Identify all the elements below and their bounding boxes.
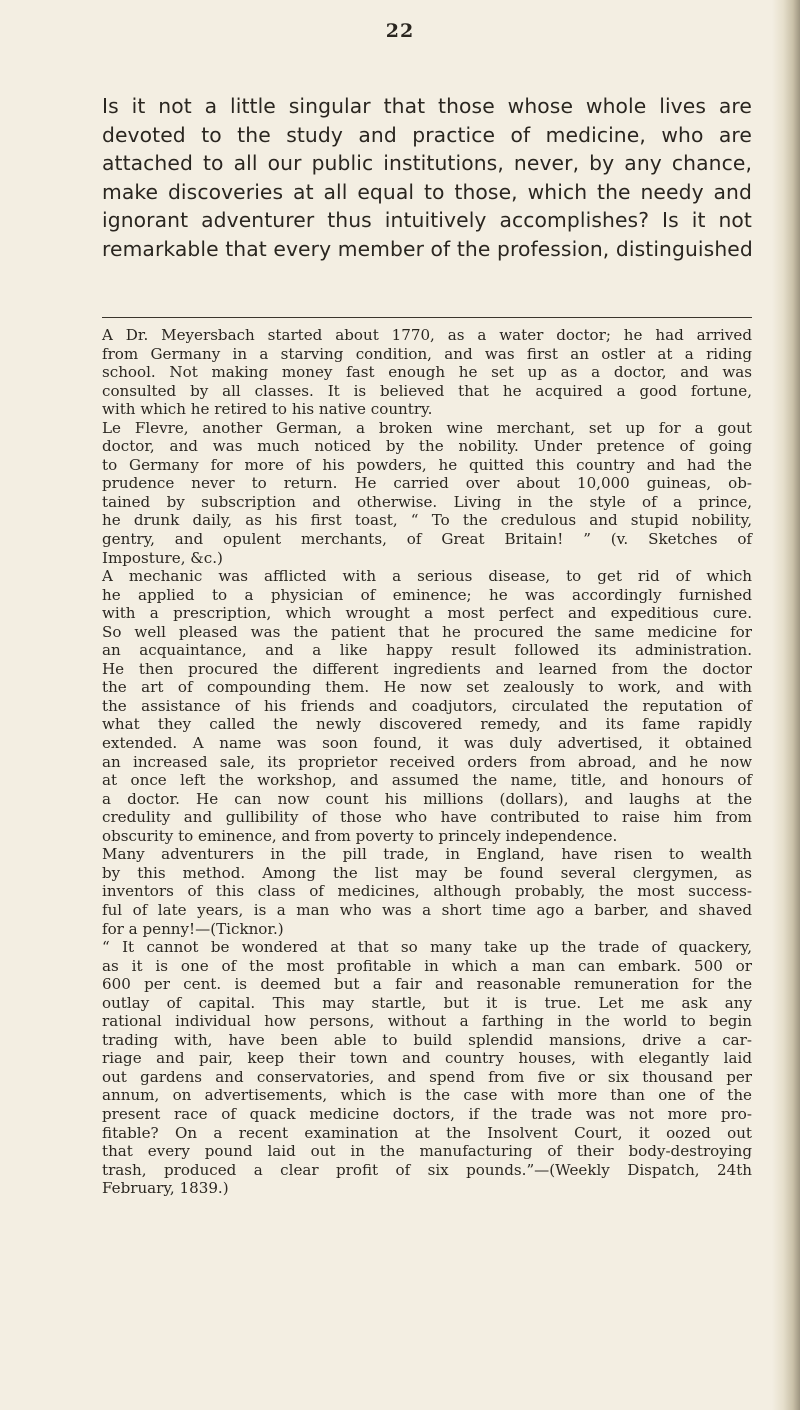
footnote-line: tained by subscription and otherwise. Living in the style of a prince, [102,492,752,511]
footnote-line: trading with, have been able to build splendid mansions, drive a car- [102,1030,752,1049]
footnote-line: rational individual how persons, without a farthing in the world to begin [102,1012,752,1031]
footnote-divider [102,317,752,318]
footnote-line: gentry, and opulent merchants, of Great Britain! ” (v. Sketches of [102,530,752,549]
body-line: Is it not a little singular that those whose whole lives are [102,94,752,118]
body-line: attached to all our public institutions, never, by any chance, [102,151,752,175]
footnote-line: doctor, and was much noticed by the nobility. Under pretence of going [102,437,752,456]
footnote-line: A mechanic was afflicted with a serious disease, to get rid of which [102,567,752,586]
footnote-line: school. Not making money fast enough he set up as a doctor, and was [102,363,752,382]
footnote-line: present race of quack medicine doctors, if the trade was not more pro- [102,1104,752,1123]
body-line: devoted to the study and practice of medicine, who are [102,122,752,147]
footnote-line: credulity and gullibility of those who have contributed to raise him from [102,808,752,827]
footnote-line: Imposture, &c.) [102,548,223,567]
footnote-line: riage and pair, keep their town and country houses, with elegantly laid [102,1049,752,1068]
footnote-line: at once left the workshop, and assumed the name, title, and honours of [102,771,752,790]
footnote-line: February, 1839.) [102,1179,229,1198]
footnote-line: Le Flevre, another German, a broken wine merchant, set up for a gout [102,418,752,437]
footnote-line: he applied to a physician of eminence; he was accordingly furnished [102,585,752,604]
footnote-line: consulted by all classes. It is believed that he acquired a good fortune, [102,381,752,400]
page-number: 22 [385,20,415,42]
footnote-line: 600 per cent. is deemed but a fair and reasonable remuneration for the [102,975,752,994]
footnote-line: he drunk daily, as his first toast, “ To the credulous and stupid nobility, [102,511,752,530]
footnote-line: to Germany for more of his powders, he quitted this country and had the [102,455,752,474]
footnote-line: a doctor. He can now count his millions (dollars), and laughs at the [102,789,752,808]
footnote-line: out gardens and conservatories, and spend from five or six thousand per [102,1067,752,1086]
main-paragraph [102,92,752,263]
page-edge-shadow [772,0,800,1410]
footnote-line: So well pleased was the patient that he procured the same medicine for [102,622,752,641]
footnote-line: what they called the newly discovered remedy, and its fame rapidly [102,715,752,734]
footnote-line: with which he retired to his native country. [102,400,433,419]
footnotes [102,326,752,1198]
footnote-line: an acquaintance, and a like happy result followed its administration. [102,641,752,660]
footnote-line: that every pound laid out in the manufacturing of their body-destroying [102,1142,752,1161]
body-line: make discoveries at all equal to those, which the needy and [102,179,752,204]
footnote-line: by this method. Among the list may be found several clergymen, as [102,863,752,882]
body-line: remarkable that every member of the profession, distinguished [102,236,753,261]
footnote-line: an increased sale, its proprietor received orders from abroad, and he now [102,752,752,771]
footnote-line: with a prescription, which wrought a most perfect and expeditious cure. [102,604,752,623]
footnote-line: outlay of capital. This may startle, but it is true. Let me ask any [102,993,752,1012]
footnote-line: extended. A name was soon found, it was duly advertised, it obtained [102,734,752,753]
footnote-line: as it is one of the most profitable in which a man can embark. 500 or [102,956,752,975]
footnote-line: He then procured the different ingredients and learned from the doctor [102,659,752,678]
footnote-line: trash, produced a clear profit of six pounds.”—(Weekly Dispatch, 24th [102,1160,752,1179]
footnote-line: ful of late years, is a man who was a short time ago a barber, and shaved [102,900,752,919]
footnote-line: fitable? On a recent examination at the Insolvent Court, it oozed out [102,1123,752,1142]
footnote-line: for a penny!—(Ticknor.) [102,919,284,938]
footnote-line: the assistance of his friends and coadjutors, circulated the reputation of [102,696,752,715]
footnote-line: “ It cannot be wondered at that so many take up the trade of quackery, [102,938,752,957]
footnote-line: Many adventurers in the pill trade, in England, have risen to wealth [102,845,752,864]
footnote-line: prudence never to return. He carried over about 10,000 guineas, ob- [102,474,752,493]
footnote-line: from Germany in a starving condition, and was first an ostler at a riding [102,344,752,363]
footnote-line: the art of compounding them. He now set zealously to work, and with [102,678,752,697]
footnote-line: A Dr. Meyersbach started about 1770, as a water doctor; he had arrived [102,326,752,344]
footnote-line: obscurity to eminence, and from poverty to princely independence. [102,826,618,845]
footnote-line: annum, on advertisements, which is the case with more than one of the [102,1086,752,1105]
footnote-line: inventors of this class of medicines, although probably, the most success- [102,882,752,901]
body-line: ignorant adventurer thus intuitively accomplishes? Is it not [102,208,752,232]
